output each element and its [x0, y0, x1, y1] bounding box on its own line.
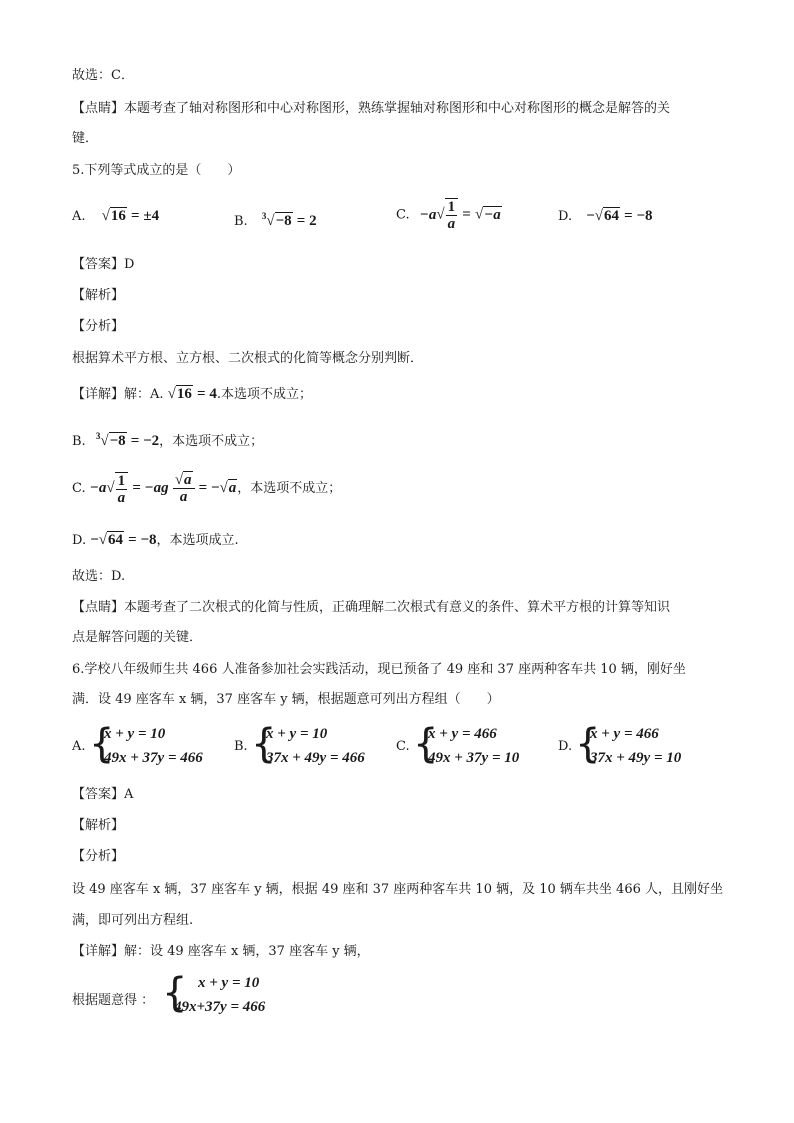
q6-result-system: 根据题意得 ： { x + y = 10 49x+37y = 466 [72, 970, 266, 1016]
q5-option-c-label: C. [396, 207, 410, 223]
q6-answer: 【答案】A [72, 787, 134, 802]
q6-option-c: C. { x + y = 466 49x + 37y = 10 [396, 721, 520, 767]
q6-option-b: B. { x + y = 10 37x + 49y = 466 [234, 721, 365, 767]
q5-option-b: B. $^3$√−8 = 2 [234, 211, 317, 229]
q5-detail-c: C. −a√ $\frac{1}{a}$ = −ag $\frac{√a}{a}$ = −√a，本选项不成立； [72, 472, 342, 506]
q5-a-radicand: 16 [110, 208, 126, 224]
q5-detail-a: 【详解】解：A. √16 = 4.本选项不成立； [72, 386, 312, 402]
q6-stem-line1: 6.学校八年级师生共 466 人准备参加社会实践活动，现已预备了 49 座和 37 座两种客车共 10 辆，刚好坐 [72, 662, 686, 677]
q5-c-pre: −a [419, 206, 437, 223]
q5-option-a-label: A. [72, 209, 86, 224]
q5-option-d-label: D. [558, 209, 573, 224]
q5-c-radicand: −a [484, 206, 501, 223]
q6-analysis-line2: 满，即可列出方程组. [72, 913, 194, 928]
q5-option-b-label: B. [234, 214, 248, 229]
prev-comment-line1: 【点睛】本题考查了轴对称图形和中心对称图形，熟练掌握轴对称图形和中心对称图形的概念是解答的关 [72, 101, 671, 116]
q5-b-index: 3 [261, 211, 267, 221]
q5-b-radicand: −8 [275, 213, 292, 229]
q5-d-rhs: = −8 [624, 208, 653, 224]
q5-detail-d: D. −√64 = −8，本选项成立. [72, 532, 239, 548]
q5-answer: 【答案】D [72, 257, 135, 272]
q5-option-d: D. −√64 = −8 [558, 208, 653, 224]
q5-fenxi: 【分析】 [72, 319, 125, 334]
q6-stem-line2: 满．设 49 座客车 x 辆，37 座客车 y 辆，根据题意可列出方程组（ ） [72, 692, 500, 707]
q5-d-radicand: 64 [604, 208, 620, 224]
q5-c-fraction: $\frac{1}{a}$ [445, 198, 459, 232]
q6-jiexi: 【解析】 [72, 818, 125, 833]
q6-option-a: A. { x + y = 10 49x + 37y = 466 [72, 721, 203, 767]
q5-detail-b: B. $^3$√−8 = −2，本选项不成立； [72, 431, 264, 449]
q6-detail: 【详解】解：设 49 座客车 x 辆，37 座客车 y 辆， [72, 944, 370, 959]
q6-analysis-line1: 设 49 座客车 x 辆，37 座客车 y 辆，根据 49 座和 37 座两种客车共 10 辆，及 10 辆车共坐 466 人，且刚好坐 [72, 882, 723, 897]
q5-option-c: C. −a√ $\frac{1}{a}$ = √−a [396, 199, 501, 232]
q5-b-rhs: = 2 [296, 213, 317, 229]
brace-icon: { [251, 721, 277, 767]
prev-comment-line2: 键． [72, 131, 99, 146]
q6-option-d: D. { x + y = 466 37x + 49y = 10 [558, 721, 682, 767]
brace-icon: { [89, 721, 115, 767]
q5-option-a: A. √16 = ±4 [72, 208, 160, 224]
q5-jiexi: 【解析】 [72, 288, 125, 303]
q5-stem: 5.下列等式成立的是（ ） [72, 163, 241, 178]
q5-c-eq: = [462, 206, 471, 223]
q5-a-rhs: = ±4 [131, 208, 160, 224]
brace-icon: { [413, 721, 439, 767]
q5-comment-line2: 点是解答问题的关键． [72, 630, 203, 645]
q5-analysis: 根据算术平方根、立方根、二次根式的化简等概念分别判断． [72, 351, 424, 366]
q5-comment-line1: 【点睛】本题考查了二次根式的化简与性质，正确理解二次根式有意义的条件、算术平方根的计算等知识 [72, 600, 671, 615]
q5-conclusion: 故选：D. [72, 569, 126, 584]
q6-fenxi: 【分析】 [72, 849, 125, 864]
brace-icon: { [575, 721, 601, 767]
prev-answer: 故选：C． [72, 68, 134, 83]
brace-icon: { [162, 970, 188, 1016]
